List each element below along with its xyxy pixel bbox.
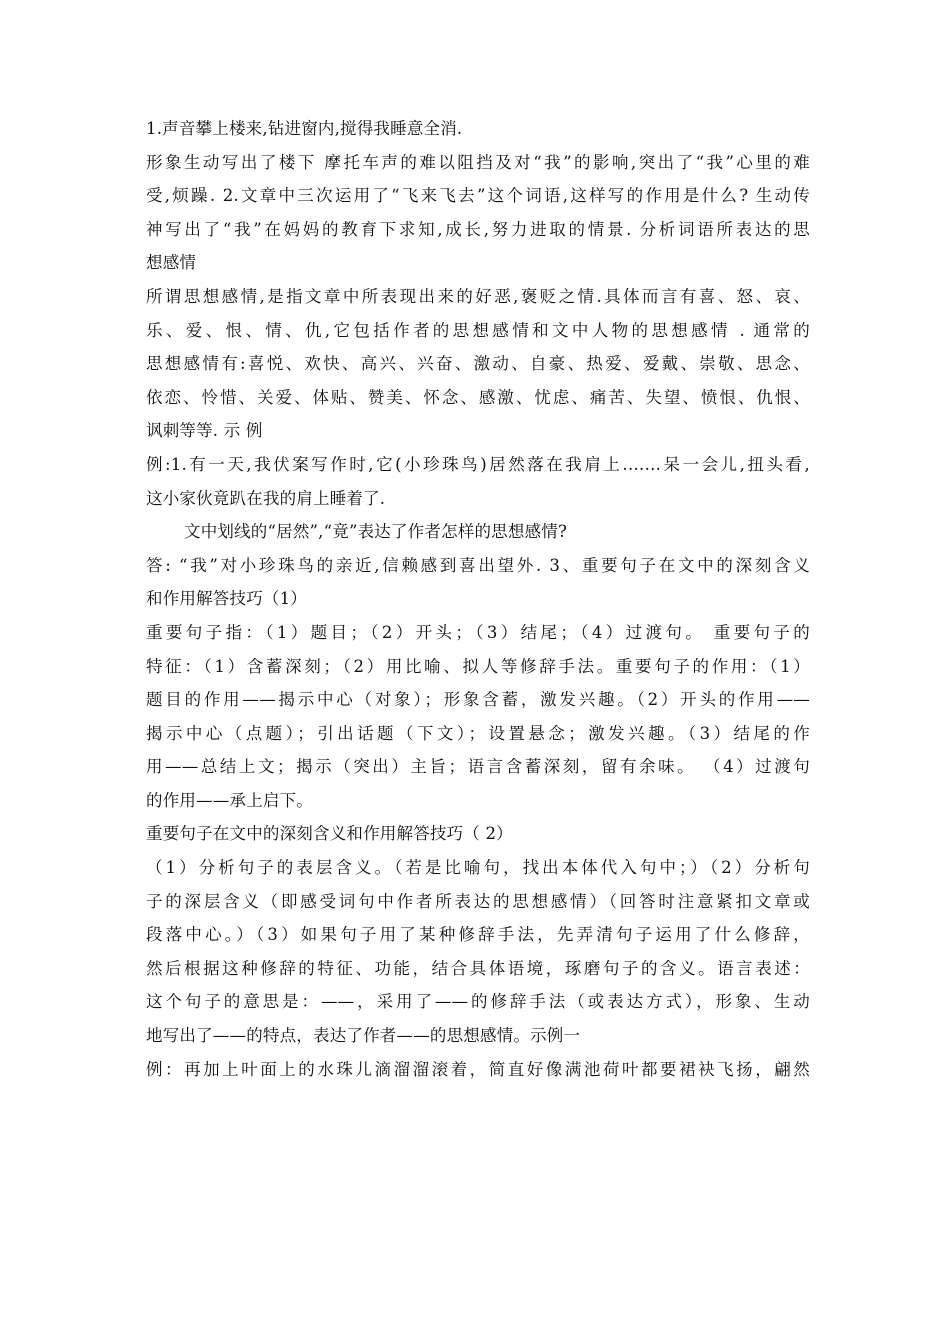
text-line: 和作用解答技巧（1） xyxy=(146,589,307,609)
text-line: 例：再加上叶面上的水珠儿滴溜溜滚着，简直好像满池荷叶都要裙袂飞扬，翩然 xyxy=(146,1059,810,1079)
text-line: 这个句子的意思是：——，采用了——的修辞手法（或表达方式），形象、生动 xyxy=(146,992,810,1012)
text-line: 形象生动写出了楼下 摩托车声的难以阻挡及对“我”的影响,突出了“我”心里的难 xyxy=(146,152,810,172)
text-line: 段落中心。）（3）如果句子用了某种修辞手法，先弄清句子运用了什么修辞， xyxy=(146,925,810,945)
text-line: （1）分析句子的表层含义。（若是比喻句，找出本体代入句中；）（2）分析句 xyxy=(146,858,810,878)
text-line: 的作用——承上启下。 xyxy=(146,790,313,810)
text-line: 答: “我”对小珍珠鸟的亲近,信赖感到喜出望外. 3、重要句子在文中的深刻含义 xyxy=(146,555,810,575)
text-line: 用——总结上文；揭示（突出）主旨；语言含蓄深刻，留有余味。 （4）过渡句 xyxy=(146,757,810,777)
text-line: 思想感情有:喜悦、欢快、高兴、兴奋、激动、自豪、热爱、爱戴、崇敬、思念、 xyxy=(146,354,810,374)
text-line: 讽刺等等. 示 例 xyxy=(146,421,263,441)
text-line: 依恋、怜惜、关爱、体贴、赞美、怀念、感激、忧虑、痛苦、失望、愤恨、仇恨、 xyxy=(146,387,810,407)
text-line: 1.声音攀上楼来,钻进窗内,搅得我睡意全消. xyxy=(146,119,463,138)
text-line: 这小家伙竟趴在我的肩上睡着了. xyxy=(146,488,386,508)
text-line: 文中划线的“居然”,“竟”表达了作者怎样的思想感情? xyxy=(184,522,568,542)
text-line: 地写出了——的特点，表达了作者——的思想感情。示例一 xyxy=(146,1026,581,1046)
text-line: 题目的作用——揭示中心（对象）；形象含蓄，激发兴趣。（2）开头的作用—— xyxy=(146,690,810,710)
text-line: 所谓思想感情,是指文章中所表现出来的好恶,褒贬之情.具体而言有喜、怒、哀、 xyxy=(146,286,810,306)
text-line: 子的深层含义（即感受词句中作者所表达的思想感情）（回答时注意紧扣文章或 xyxy=(146,891,810,911)
text-line: 乐、爱、恨、情、仇,它包括作者的思想感情和文中人物的思想感情 . 通常的 xyxy=(146,320,810,340)
text-line: 例:1.有一天,我伏案写作时,它(小珍珠鸟)居然落在我肩上.……呆一会儿,扭头看, xyxy=(146,454,810,474)
document-body xyxy=(146,112,810,1086)
text-line: 神写出了“我”在妈妈的教育下求知,成长,努力进取的情景. 分析词语所表达的思 xyxy=(146,219,810,239)
text-line: 然后根据这种修辞的特征、功能，结合具体语境，琢磨句子的含义。语言表述： xyxy=(146,958,810,978)
text-line: 特征：（1）含蓄深刻；（2）用比喻、拟人等修辞手法。重要句子的作用：（1） xyxy=(146,656,810,676)
text-line: 揭示中心（点题）；引出话题（下文）；设置悬念；激发兴趣。（3）结尾的作 xyxy=(146,723,810,743)
text-line: 受,烦躁. 2.文章中三次运用了“飞来飞去”这个词语,这样写的作用是什么? 生动传 xyxy=(146,186,810,206)
text-line: 重要句子指：（1）题目；（2）开头；（3）结尾；（4）过渡句。 重要句子的 xyxy=(146,622,810,642)
text-line: 想感情 xyxy=(146,253,197,273)
text-line: 重要句子在文中的深刻含义和作用解答技巧（ 2） xyxy=(146,824,513,844)
